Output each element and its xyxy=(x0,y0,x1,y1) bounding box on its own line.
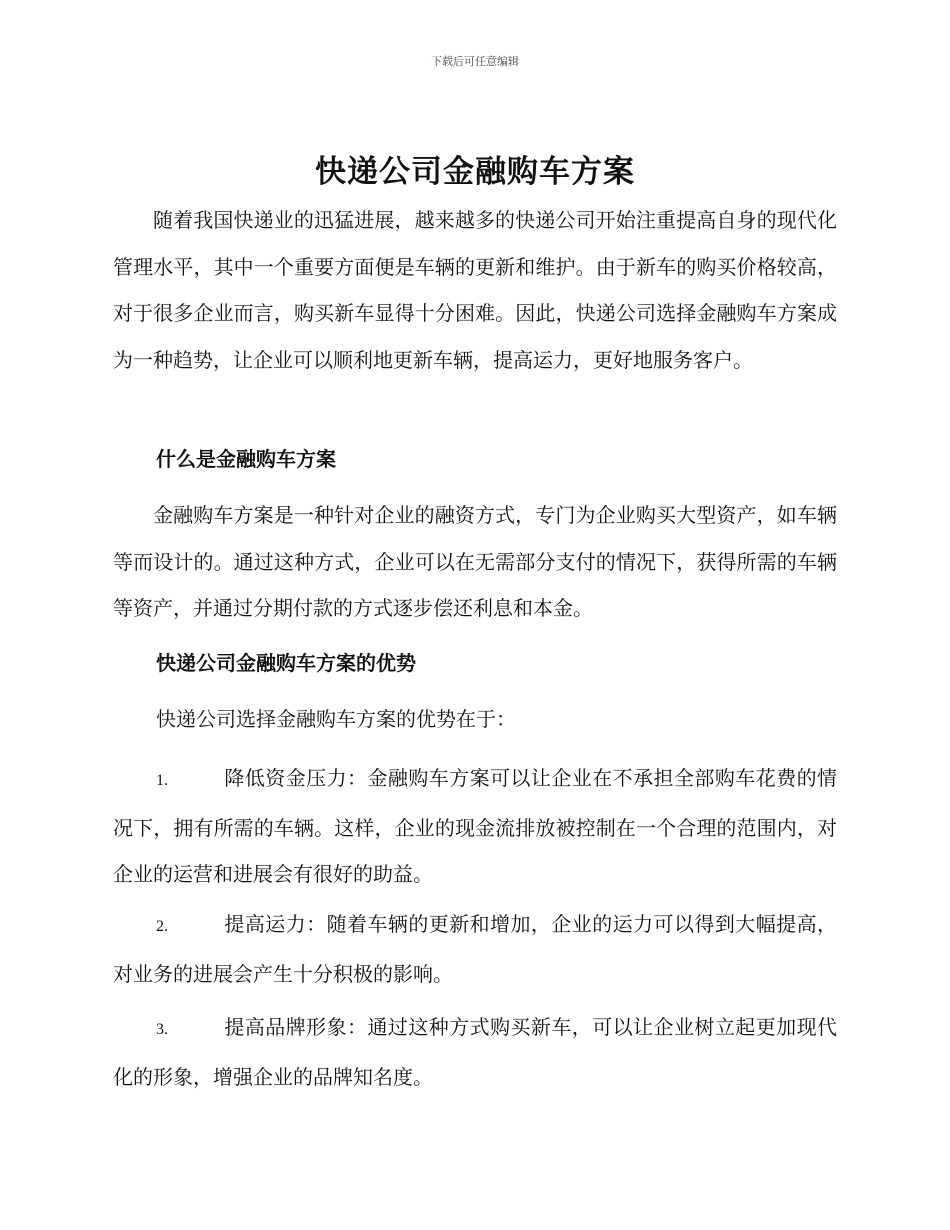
document-title: 快递公司金融购车方案 xyxy=(315,154,635,190)
list-item-text: 提高运力：随着车辆的更新和增加，企业的运力可以得到大幅提高，对业务的进展会产生十分积极的影响。 xyxy=(113,912,837,986)
definition-paragraph: 金融购车方案是一种针对企业的融资方式，专门为企业购买大型资产，如车辆等而设计的。通过这种方式，企业可以在无需部分支付的情况下，获得所需的车辆等资产，并通过分期付款的方式逐步偿还利息和本金。 xyxy=(113,503,837,620)
list-number: 2. xyxy=(156,918,168,935)
advantage-item-3 xyxy=(113,1004,837,1100)
list-item-text: 提高品牌形象：通过这种方式购买新车，可以让企业树立起更加现代化的形象，增强企业的品牌知名度。 xyxy=(113,1015,837,1089)
advantage-item-1 xyxy=(113,755,837,898)
section-heading-what-is: 什么是金融购车方案 xyxy=(156,447,336,471)
page-header: 下载后可任意编辑 xyxy=(431,55,519,68)
advantages-lead: 快递公司选择金融购车方案的优势在于： xyxy=(156,707,516,731)
advantage-item-2 xyxy=(113,901,837,997)
list-number: 1. xyxy=(156,772,168,789)
list-number: 3. xyxy=(156,1021,168,1038)
intro-paragraph: 随着我国快递业的迅猛进展，越来越多的快递公司开始注重提高自身的现代化管理水平，其中一个重要方面便是车辆的更新和维护。由于新车的购买价格较高，对于很多企业而言，购买新车显得十分困难。因此，快递公司选择金融购车方案成为一种趋势，让企业可以顺利地更新车辆，提高运力，更好地服务客户。 xyxy=(113,208,837,372)
list-item-text: 降低资金压力：金融购车方案可以让企业在不承担全部购车花费的情况下，拥有所需的车辆。这样，企业的现金流排放被控制在一个合理的范围内，对企业的运营和进展会有很好的助益。 xyxy=(113,766,837,886)
section-heading-advantages: 快递公司金融购车方案的优势 xyxy=(156,651,416,675)
